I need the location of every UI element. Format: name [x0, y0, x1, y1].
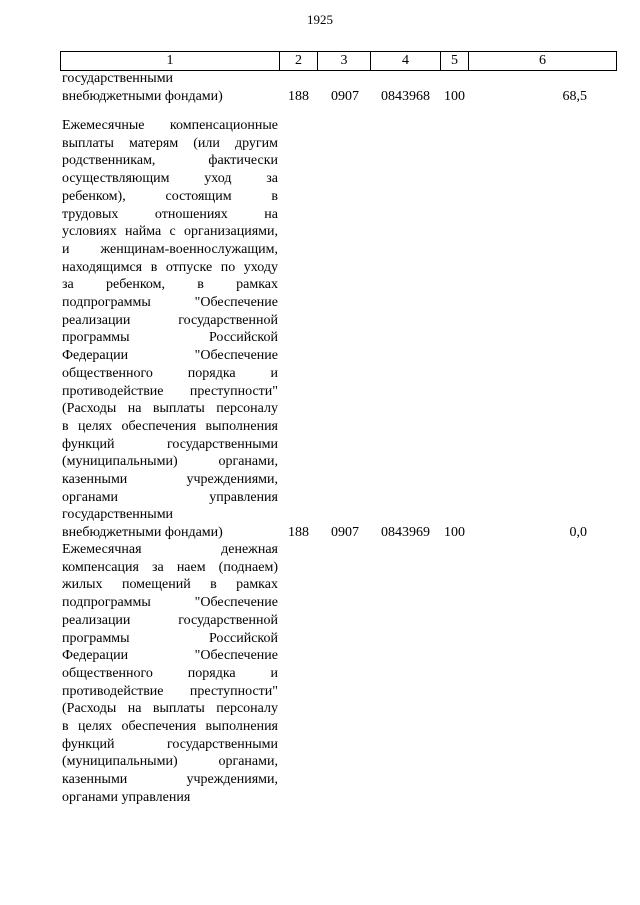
- description-line: в целях обеспечения выполнения: [62, 418, 278, 434]
- description-line: Ежемесячные компенсационные: [62, 118, 278, 133]
- description-line: функций государственными: [62, 436, 278, 452]
- column-header-5: 5: [441, 52, 469, 71]
- cell-amount: 0,0: [569, 525, 587, 540]
- description-line: Федерации "Обеспечение: [62, 348, 278, 364]
- description-line: Ежемесячная денежная: [62, 542, 278, 557]
- page-number: 1925: [307, 12, 333, 27]
- description-line: жилых помещений в рамках: [62, 577, 278, 593]
- description-line: трудовых отношениях на: [62, 206, 278, 222]
- description-line: органами управления: [62, 489, 278, 505]
- description-line: органами управления: [62, 789, 191, 805]
- row-description: [62, 70, 278, 105]
- cell-grbs: 188: [288, 525, 309, 540]
- description-line: функций государственными: [62, 736, 278, 752]
- description-line: противодействие преступности": [62, 383, 278, 399]
- cell-amount: 68,5: [562, 88, 587, 104]
- description-line: компенсация за наем (поднаем): [62, 559, 278, 575]
- description-line: подпрограммы "Обеспечение: [62, 295, 278, 311]
- description-line: внебюджетными фондами): [62, 525, 223, 541]
- cell-rz-pr: 0907: [331, 525, 359, 540]
- description-line: государственными: [62, 71, 174, 86]
- description-line: программы Российской: [62, 630, 278, 646]
- description-line: противодействие преступности": [62, 683, 278, 699]
- description-line: Федерации "Обеспечение: [62, 648, 278, 664]
- cell-grbs: 188: [288, 88, 309, 104]
- description-line: (муниципальными) органами,: [62, 754, 278, 770]
- column-header-row: [61, 52, 617, 71]
- column-header-2: 2: [280, 52, 318, 71]
- description-line: реализации государственной: [62, 312, 278, 328]
- description-line: казенными учреждениями,: [62, 472, 278, 488]
- description-line: государственными: [62, 507, 174, 523]
- description-line: условиях найма с организациями,: [62, 224, 278, 240]
- description-line: внебюджетными фондами): [62, 88, 223, 104]
- description-line: программы Российской: [62, 330, 278, 346]
- description-line: осуществляющим уход за: [62, 171, 278, 187]
- description-line: в целях обеспечения выполнения: [62, 719, 278, 735]
- cell-vr: 100: [444, 525, 465, 540]
- description-line: реализации государственной: [62, 612, 278, 628]
- description-line: казенными учреждениями,: [62, 772, 278, 788]
- column-header-table: [60, 51, 617, 71]
- description-line: ребенком), состоящим в: [62, 188, 278, 204]
- cell-vr: 100: [444, 88, 465, 104]
- description-line: за ребенком, в рамках: [62, 277, 278, 293]
- description-line: (Расходы на выплаты персоналу: [62, 401, 278, 417]
- cell-rz-pr: 0907: [331, 88, 359, 104]
- description-line: (муниципальными) органами,: [62, 454, 278, 470]
- description-line: и женщинам-военнослужащим,: [62, 241, 278, 257]
- column-header-3: 3: [318, 52, 371, 71]
- cell-csr: 0843969: [381, 525, 430, 540]
- row-description: [62, 541, 278, 807]
- column-header-6: 6: [469, 52, 617, 71]
- column-header-1: 1: [61, 52, 280, 71]
- description-line: общественного порядка и: [62, 365, 278, 381]
- row-description: [62, 117, 278, 542]
- cell-csr: 0843968: [381, 88, 430, 104]
- description-line: (Расходы на выплаты персоналу: [62, 701, 278, 717]
- description-line: подпрограммы "Обеспечение: [62, 595, 278, 611]
- column-header-4: 4: [371, 52, 441, 71]
- description-line: выплаты матерям (или другим: [62, 135, 278, 151]
- description-line: общественного порядка и: [62, 665, 278, 681]
- description-line: находящимся в отпуске по уходу: [62, 259, 278, 275]
- description-line: родственникам, фактически: [62, 153, 278, 169]
